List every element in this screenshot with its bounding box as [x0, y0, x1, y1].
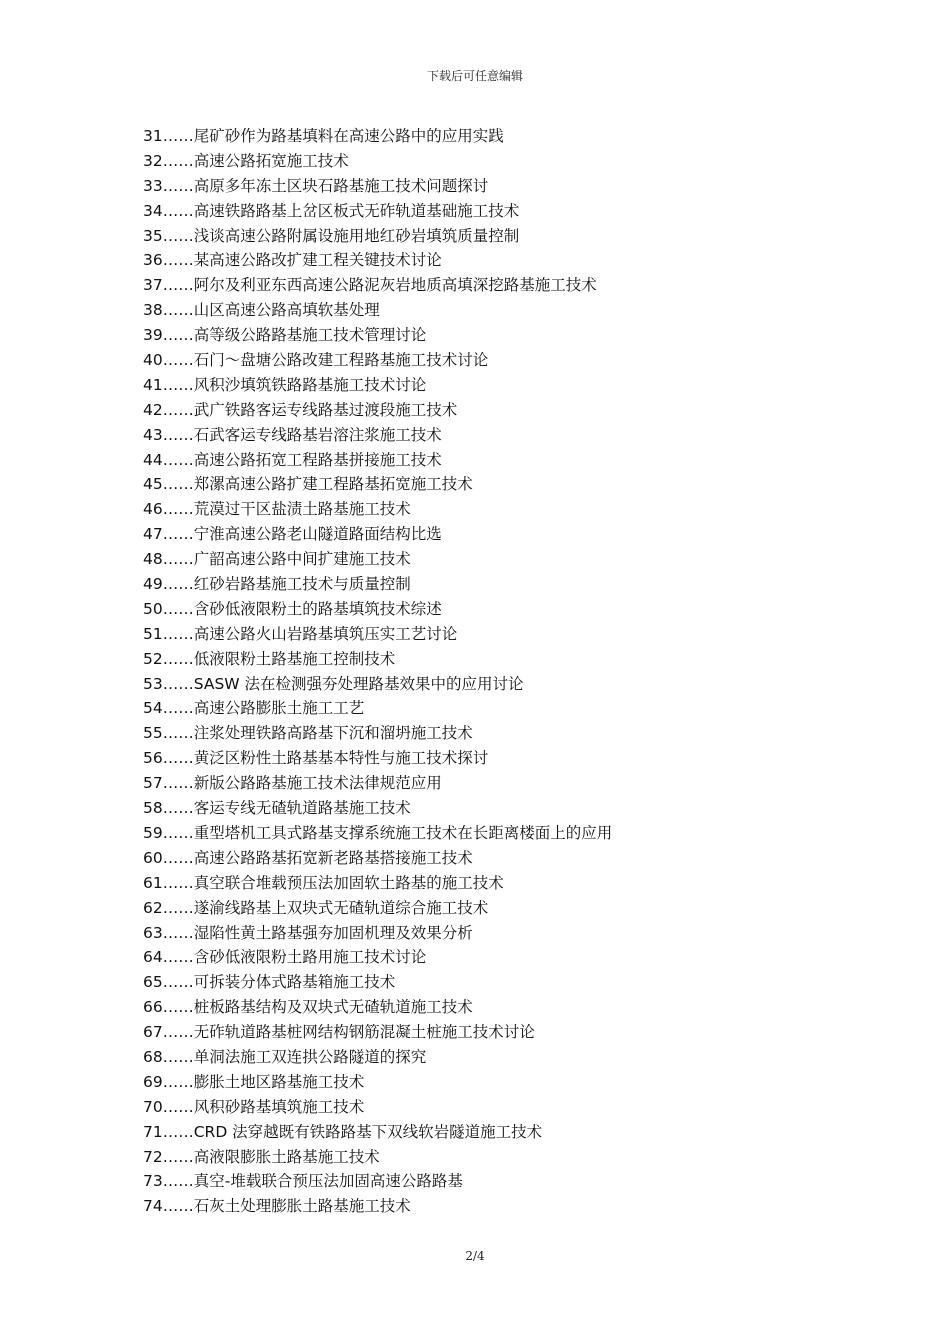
toc-item: 46……荒漠过干区盐渍土路基施工技术 [143, 500, 411, 519]
toc-item: 41……风积沙填筑铁路路基施工技术讨论 [143, 375, 427, 394]
toc-item: 33……高原多年冻土区块石路基施工技术问题探讨 [143, 176, 489, 195]
toc-item: 68……单洞法施工双连拱公路隧道的探究 [143, 1047, 427, 1066]
toc-item: 66……桩板路基结构及双块式无碴轨道施工技术 [143, 998, 473, 1017]
toc-item: 34……高速铁路路基上岔区板式无砟轨道基础施工技术 [143, 201, 520, 220]
toc-item: 39……高等级公路路基施工技术管理讨论 [143, 326, 427, 345]
page-header: 下载后可任意编辑 [426, 69, 523, 83]
toc-item: 55……注浆处理铁路高路基下沉和溜坍施工技术 [143, 724, 473, 743]
toc-item: 45……郑漯高速公路扩建工程路基拓宽施工技术 [143, 475, 473, 494]
toc-item: 44……高速公路拓宽工程路基拼接施工技术 [143, 450, 442, 469]
toc-item: 57……新版公路路基施工技术法律规范应用 [143, 774, 442, 793]
toc-item: 43……石武客运专线路基岩溶注浆施工技术 [143, 425, 442, 444]
toc-item: 50……含砂低液限粉土的路基填筑技术综述 [143, 599, 442, 618]
toc-item: 31……尾矿砂作为路基填料在高速公路中的应用实践 [143, 127, 504, 145]
toc-item: 49……红砂岩路基施工技术与质量控制 [143, 575, 411, 594]
toc-item: 72……高液限膨胀土路基施工技术 [143, 1147, 380, 1166]
page-number: 2/4 [465, 1249, 485, 1263]
toc-item: 67……无砟轨道路基桩网结构钢筋混凝土桩施工技术讨论 [143, 1023, 535, 1042]
toc-item: 40……石门～盘塘公路改建工程路基施工技术讨论 [143, 351, 489, 370]
toc-item: 70……风积砂路基填筑施工技术 [143, 1097, 365, 1116]
toc-item: 64……含砂低液限粉土路用施工技术讨论 [143, 948, 427, 967]
toc-item: 59……重型塔机工具式路基支撑系统施工技术在长距离楼面上的应用 [143, 823, 613, 842]
toc-item: 56……黄泛区粉性土路基基本特性与施工技术探讨 [143, 749, 489, 768]
toc-item: 58……客运专线无碴轨道路基施工技术 [143, 799, 411, 818]
toc-item: 32……高速公路拓宽施工技术 [143, 151, 349, 170]
toc-item: 36……某高速公路改扩建工程关键技术讨论 [143, 251, 442, 270]
toc-item: 47……宁淮高速公路老山隧道路面结构比选 [143, 525, 442, 544]
toc-item: 73……真空-堆载联合预压法加固高速公路路基 [143, 1172, 463, 1191]
toc-item: 54……高速公路膨胀土施工工艺 [143, 699, 365, 718]
toc-item: 52……低液限粉土路基施工控制技术 [143, 649, 396, 668]
toc-item: 51……高速公路火山岩路基填筑压实工艺讨论 [143, 624, 458, 643]
toc-item: 69……膨胀土地区路基施工技术 [143, 1072, 365, 1091]
toc-item: 62……遂渝线路基上双块式无碴轨道综合施工技术 [143, 898, 489, 917]
toc-list [143, 124, 903, 1219]
toc-item: 48……广韶高速公路中间扩建施工技术 [143, 550, 411, 569]
toc-item: 61……真空联合堆载预压法加固软土路基的施工技术 [143, 873, 504, 892]
toc-item: 42……武广铁路客运专线路基过渡段施工技术 [143, 400, 458, 419]
toc-item: 35……浅谈高速公路附属设施用地红砂岩填筑质量控制 [143, 226, 520, 245]
toc-item: 74……石灰土处理膨胀土路基施工技术 [143, 1197, 411, 1216]
toc-item: 71……CRD 法穿越既有铁路路基下双线软岩隧道施工技术 [143, 1122, 543, 1141]
toc-item: 53……SASW 法在检测强夯处理路基效果中的应用讨论 [143, 674, 524, 693]
toc-item: 37……阿尔及利亚东西高速公路泥灰岩地质高填深挖路基施工技术 [143, 276, 597, 295]
toc-item: 60……高速公路路基拓宽新老路基搭接施工技术 [143, 848, 473, 867]
toc-item: 63……湿陷性黄土路基强夯加固机理及效果分析 [143, 923, 473, 942]
toc-item: 65……可拆装分体式路基箱施工技术 [143, 973, 396, 992]
toc-item: 38……山区高速公路高填软基处理 [143, 301, 380, 320]
